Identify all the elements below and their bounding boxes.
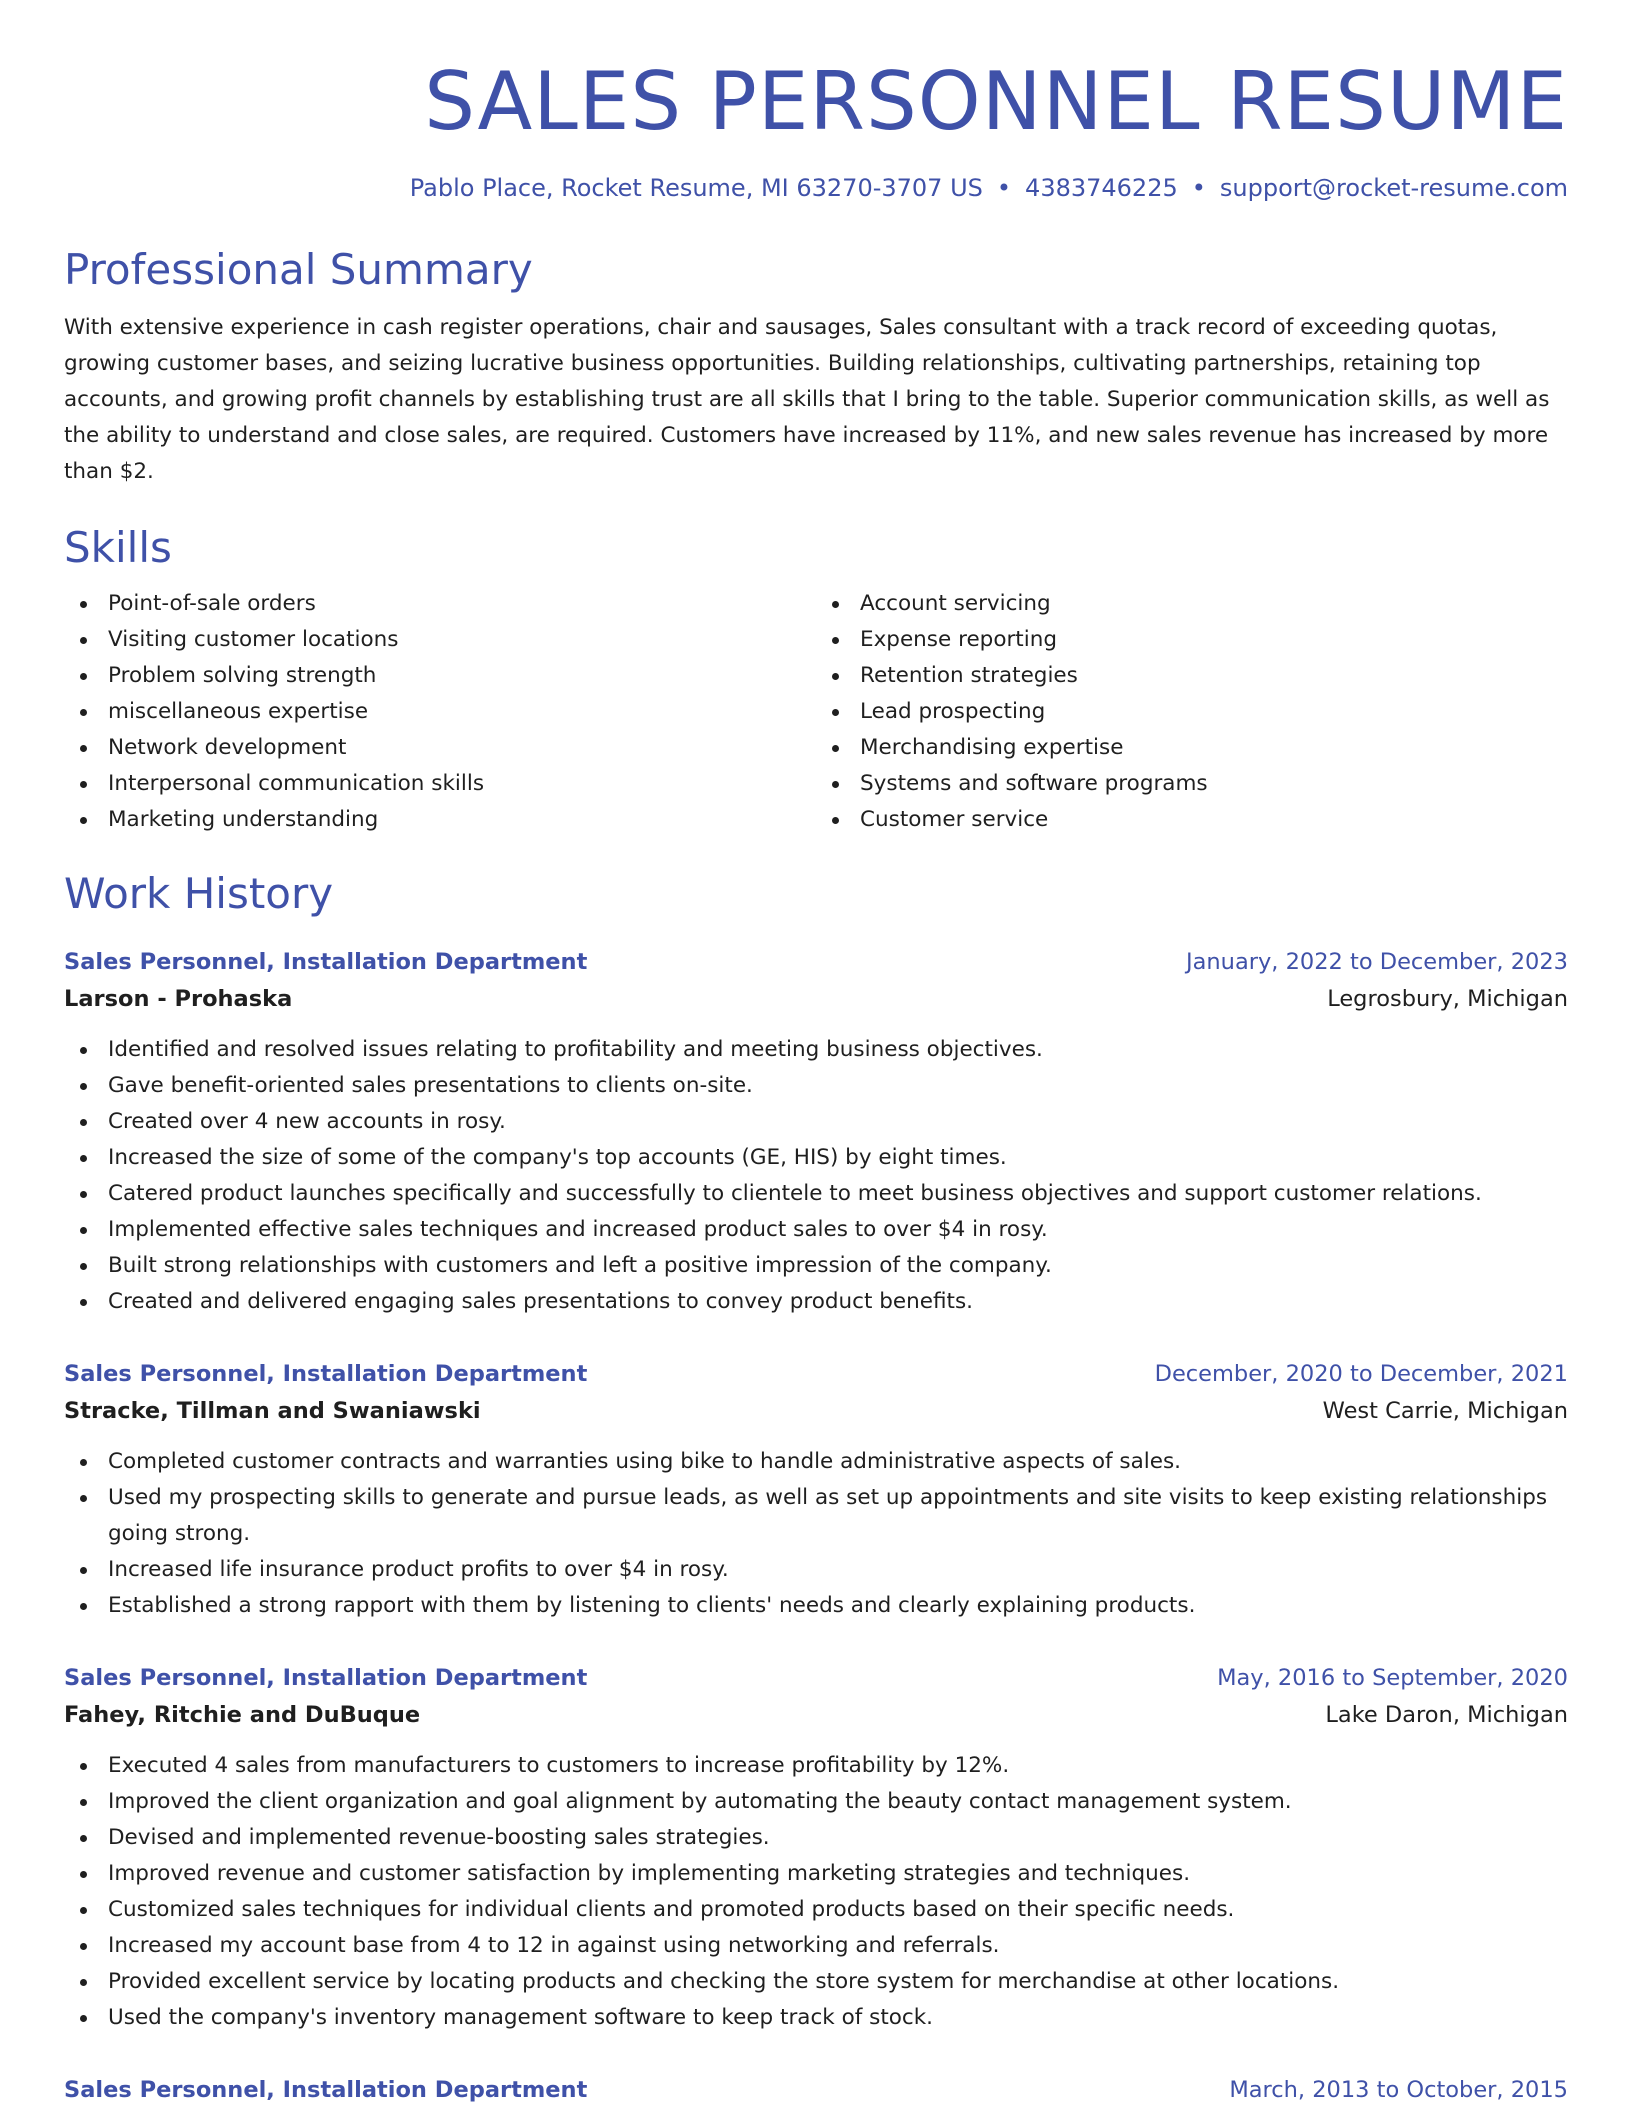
job-bullet: Completed customer contracts and warranties using bike to handle administrative aspects of sales. — [64, 1444, 1568, 1480]
job-bullet: Customized sales techniques for individual clients and promoted products based on their specific needs. — [64, 1892, 1568, 1928]
job-location: Lake Daron, Michigan — [1325, 1702, 1568, 1728]
summary-text: With extensive experience in cash register operations, chair and sausages, Sales consultant with a track record of exceeding quotas, growing customer bases, and seizing lucrative business opportunities. Building relationships, cultivating partnerships, retaining top accounts, and growing profit channels by establishing trust are all skills that I bring to the table. Superior communication skills, as well as the ability to understand and close sales, are required. Customers have increased by 11%, and new sales revenue has increased by more than $2. — [64, 315, 1550, 484]
skills-list — [64, 586, 1568, 838]
job-bullet: Catered product launches specifically and successfully to clientele to meet business objectives and support customer relations. — [64, 1176, 1568, 1212]
job-dates: March, 2013 to October, 2015 — [1229, 2077, 1568, 2103]
skills-heading: Skills — [64, 523, 172, 572]
contact-phone: 4383746225 — [1025, 174, 1178, 202]
job-bullet: Gave benefit-oriented sales presentations to clients on-site. — [64, 1068, 1568, 1104]
job-bullet: Identified and resolved issues relating to profitability and meeting business objectives. — [64, 1032, 1568, 1068]
skill-item: Lead prospecting — [816, 694, 1568, 730]
job-bullet: Provided excellent service by locating products and checking the store system for merchandise at other locations. — [64, 1964, 1568, 2000]
job-dates: December, 2020 to December, 2021 — [1154, 1361, 1568, 1387]
skill-item: Retention strategies — [816, 658, 1568, 694]
job-bullet: Built strong relationships with customers and left a positive impression of the company. — [64, 1248, 1568, 1284]
contact-email[interactable]: support@rocket-resume.com — [1219, 174, 1568, 202]
job-location: Legrosbury, Michigan — [1327, 986, 1568, 1012]
job-company: Stracke, Tillman and Swaniawski — [64, 1398, 481, 1424]
job-bullets — [64, 1032, 1568, 1320]
resume-title: SALES PERSONNEL RESUME — [424, 55, 1568, 148]
job-subheader — [64, 1392, 1568, 1430]
job-location: West Carrie, Michigan — [1322, 1398, 1568, 1424]
contact-separator: • — [1191, 174, 1206, 202]
job-bullet: Created over 4 new accounts in rosy. — [64, 1104, 1568, 1140]
job-header — [64, 2072, 1568, 2108]
job-company: Larson - Prohaska — [64, 986, 293, 1012]
job-company: Fahey, Ritchie and DuBuque — [64, 1702, 421, 1728]
job-bullets — [64, 1748, 1568, 2036]
contact-address: Pablo Place, Rocket Resume, MI 63270-3707 US — [409, 174, 983, 202]
contact-line — [64, 172, 1568, 204]
job-dates: May, 2016 to September, 2020 — [1217, 1665, 1568, 1691]
job-subheader — [64, 980, 1568, 1018]
skill-item: Customer service — [816, 802, 1568, 838]
job-bullet: Established a strong rapport with them by listening to clients' needs and clearly explaining products. — [64, 1588, 1568, 1624]
job-dates: January, 2022 to December, 2023 — [1186, 949, 1568, 975]
job-bullet: Created and delivered engaging sales presentations to convey product benefits. — [64, 1284, 1568, 1320]
skill-item: miscellaneous expertise — [64, 694, 816, 730]
skill-item: Account servicing — [816, 586, 1568, 622]
job-header — [64, 1356, 1568, 1392]
skill-item: Expense reporting — [816, 622, 1568, 658]
job-bullet: Implemented effective sales techniques and increased product sales to over $4 in rosy. — [64, 1212, 1568, 1248]
contact-separator: • — [996, 174, 1012, 202]
job-bullet: Improved the client organization and goal alignment by automating the beauty contact management system. — [64, 1784, 1568, 1820]
skill-item: Interpersonal communication skills — [64, 766, 816, 802]
skill-item: Network development — [64, 730, 816, 766]
job-bullet: Used my prospecting skills to generate and pursue leads, as well as set up appointments and site visits to keep existing relationships going strong. — [64, 1480, 1568, 1552]
job-entry — [64, 2072, 1568, 2108]
skill-item: Marketing understanding — [64, 802, 816, 838]
job-bullet: Improved revenue and customer satisfaction by implementing marketing strategies and techniques. — [64, 1856, 1568, 1892]
job-entry — [64, 1660, 1568, 2036]
job-entry — [64, 944, 1568, 1320]
job-title: Sales Personnel, Installation Department — [64, 1361, 588, 1387]
skill-item: Systems and software programs — [816, 766, 1568, 802]
job-bullet: Increased my account base from 4 to 12 in against using networking and referrals. — [64, 1928, 1568, 1964]
job-bullet: Increased life insurance product profits to over $4 in rosy. — [64, 1552, 1568, 1588]
job-bullets — [64, 1444, 1568, 1624]
work-history-heading: Work History — [64, 869, 334, 918]
job-header — [64, 944, 1568, 980]
job-bullet: Used the company's inventory management software to keep track of stock. — [64, 2000, 1568, 2036]
job-bullet: Increased the size of some of the company's top accounts (GE, HIS) by eight times. — [64, 1140, 1568, 1176]
job-title: Sales Personnel, Installation Department — [64, 2077, 588, 2103]
skill-item: Problem solving strength — [64, 658, 816, 694]
skill-item: Merchandising expertise — [816, 730, 1568, 766]
job-subheader — [64, 1696, 1568, 1734]
skills-column-right — [816, 586, 1568, 838]
summary-heading: Professional Summary — [64, 245, 533, 294]
skill-item: Point-of-sale orders — [64, 586, 816, 622]
job-bullet: Executed 4 sales from manufacturers to customers to increase profitability by 12%. — [64, 1748, 1568, 1784]
resume-page — [64, 0, 1568, 2108]
job-title: Sales Personnel, Installation Department — [64, 949, 588, 975]
job-title: Sales Personnel, Installation Department — [64, 1665, 588, 1691]
skill-item: Visiting customer locations — [64, 622, 816, 658]
job-bullet: Devised and implemented revenue-boosting sales strategies. — [64, 1820, 1568, 1856]
job-entry — [64, 1356, 1568, 1624]
job-header — [64, 1660, 1568, 1696]
skills-column-left — [64, 586, 816, 838]
